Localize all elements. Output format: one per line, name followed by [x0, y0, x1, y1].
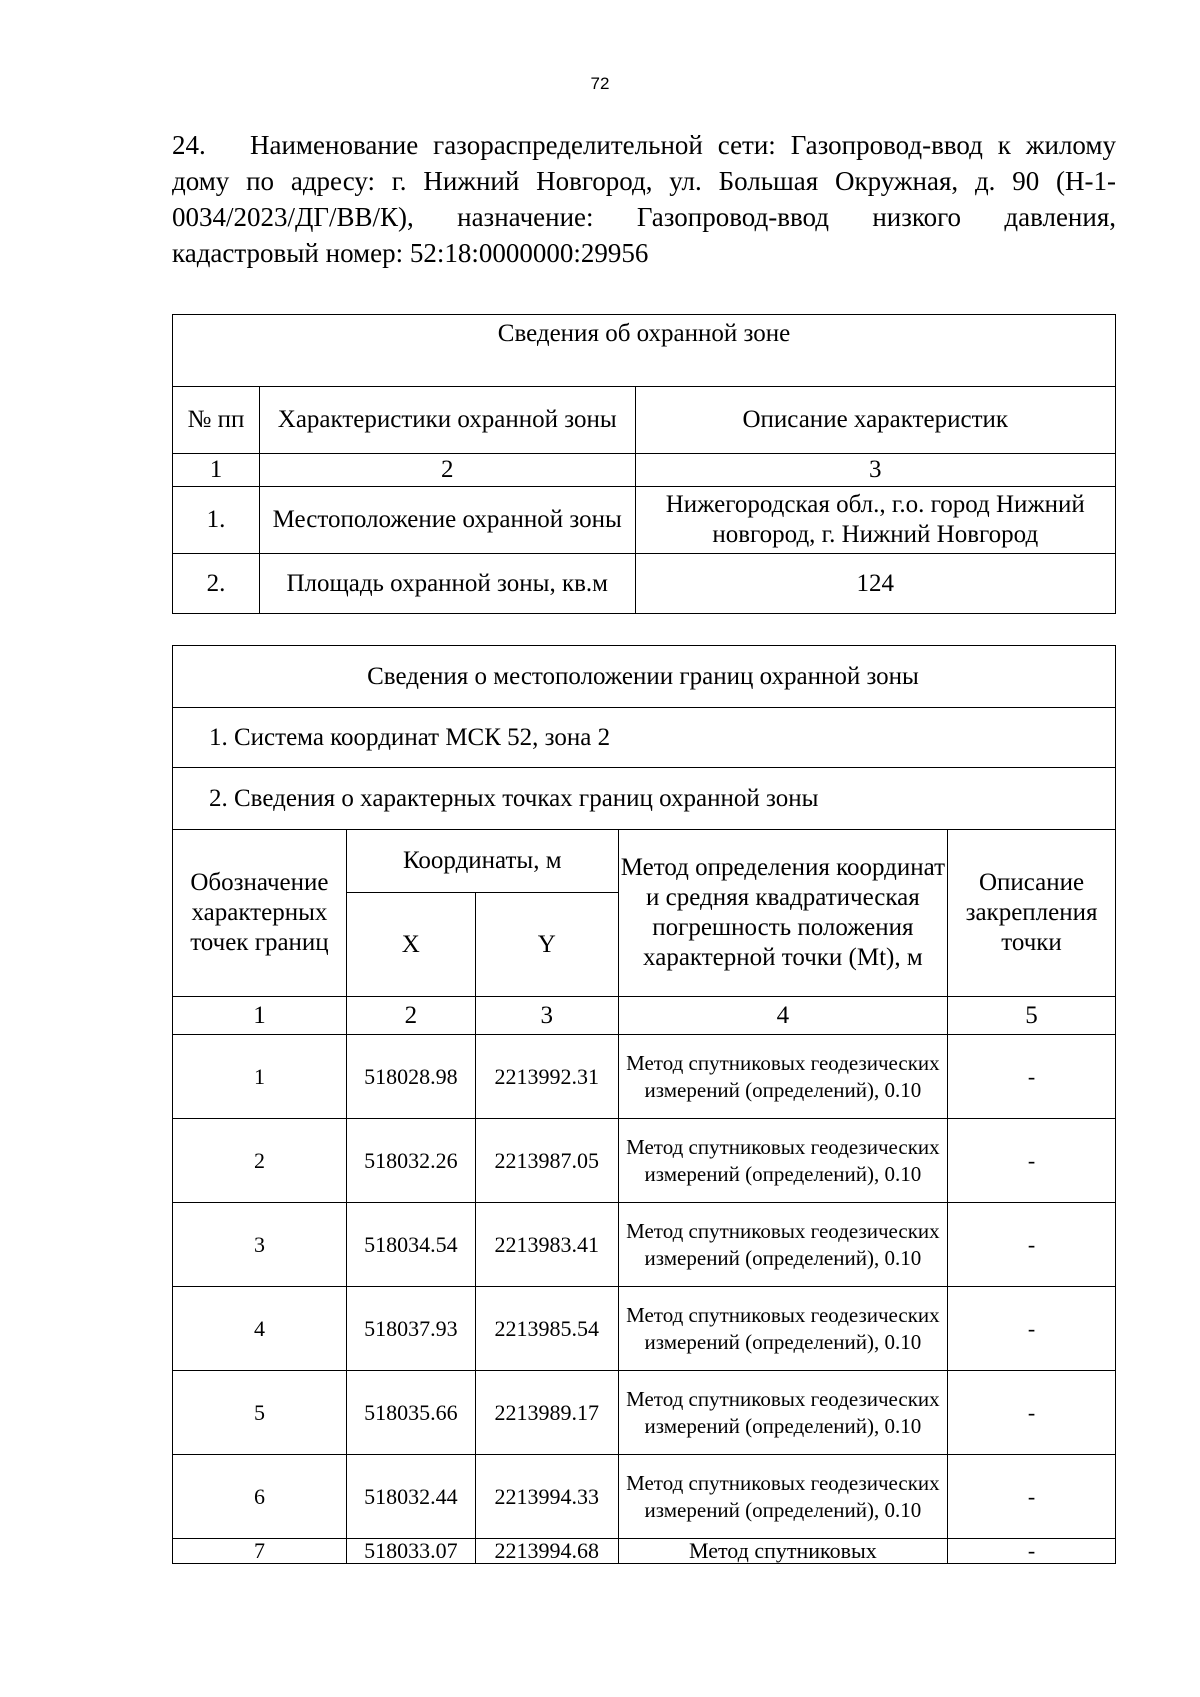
col-number: 1 [173, 997, 347, 1035]
intro-line: 0034/2023/ДГ/ВВ/К), назначение: Газопровод-ввод низкого давления, [172, 202, 1116, 232]
point-x: 518032.44 [346, 1455, 475, 1539]
col-number: 2 [259, 454, 635, 487]
point-method: Метод спутниковых [618, 1539, 947, 1564]
point-x: 518037.93 [346, 1287, 475, 1371]
point-x: 518035.66 [346, 1371, 475, 1455]
table-row [173, 1455, 1116, 1539]
protection-zone-table [172, 314, 1116, 614]
intro-line: дому по адресу: г. Нижний Новгород, ул. Большая Окружная, д. 90 (Н-1- [172, 166, 1116, 196]
point-id: 1 [173, 1035, 347, 1119]
table-row [173, 1119, 1116, 1203]
row-characteristic: Площадь охранной зоны, кв.м [259, 554, 635, 614]
point-y: 2213992.31 [475, 1035, 618, 1119]
point-x: 518028.98 [346, 1035, 475, 1119]
point-method: Метод спутниковых геодезических измерений (определений), 0.10 [618, 1203, 947, 1287]
point-y: 2213985.54 [475, 1287, 618, 1371]
header-designation: Обозначение характерных точек границ [173, 830, 347, 997]
point-y: 2213994.33 [475, 1455, 618, 1539]
row-number: 1. [173, 487, 260, 554]
point-id: 3 [173, 1203, 347, 1287]
header-x: X [346, 893, 475, 997]
point-id: 6 [173, 1455, 347, 1539]
header-fixing: Описание закрепления точки [948, 830, 1116, 997]
intro-paragraph [172, 127, 1116, 271]
row-characteristic: Местоположение охранной зоны [259, 487, 635, 554]
header-coordinates: Координаты, м [346, 830, 618, 893]
boundary-points-table [172, 645, 1116, 1564]
point-method: Метод спутниковых геодезических измерений (определений), 0.10 [618, 1035, 947, 1119]
table-row [173, 1371, 1116, 1455]
point-method: Метод спутниковых геодезических измерений (определений), 0.10 [618, 1119, 947, 1203]
col-number: 3 [635, 454, 1115, 487]
col-number: 3 [475, 997, 618, 1035]
point-method: Метод спутниковых геодезических измерений (определений), 0.10 [618, 1455, 947, 1539]
points-table-title: Сведения о местоположении границ охранной зоны [173, 646, 1116, 708]
row-number: 2. [173, 554, 260, 614]
table-row [173, 1539, 1116, 1564]
point-y: 2213983.41 [475, 1203, 618, 1287]
point-x: 518033.07 [346, 1539, 475, 1564]
header-description: Описание характеристик [635, 387, 1115, 454]
point-fixing: - [948, 1371, 1116, 1455]
table-row [173, 1287, 1116, 1371]
col-number: 5 [948, 997, 1116, 1035]
header-number: № пп [173, 387, 260, 454]
point-y: 2213989.17 [475, 1371, 618, 1455]
point-fixing: - [948, 1287, 1116, 1371]
point-y: 2213987.05 [475, 1119, 618, 1203]
point-id: 4 [173, 1287, 347, 1371]
point-fixing: - [948, 1455, 1116, 1539]
header-y: Y [475, 893, 618, 997]
zone-table-title: Сведения об охранной зоне [173, 315, 1116, 387]
point-fixing: - [948, 1539, 1116, 1564]
page-number: 72 [590, 74, 610, 93]
point-id: 7 [173, 1539, 347, 1564]
table-row [173, 1035, 1116, 1119]
col-number: 4 [618, 997, 947, 1035]
header-method: Метод определения координат и средняя квадратическая погрешность положения характерной точки (Mt), м [618, 830, 947, 997]
col-number: 1 [173, 454, 260, 487]
point-id: 5 [173, 1371, 347, 1455]
intro-line: кадастровый номер: 52:18:0000000:29956 [172, 238, 649, 268]
intro-text: Наименование газораспределительной сети: Газопровод-ввод к жилому [250, 130, 1116, 160]
point-id: 2 [173, 1119, 347, 1203]
header-characteristic: Характеристики охранной зоны [259, 387, 635, 454]
point-method: Метод спутниковых геодезических измерений (определений), 0.10 [618, 1287, 947, 1371]
item-number: 24. [172, 130, 206, 160]
col-number: 2 [346, 997, 475, 1035]
point-fixing: - [948, 1119, 1116, 1203]
row-description: Нижегородская обл., г.о. город Нижний новгород, г. Нижний Новгород [635, 487, 1115, 554]
point-x: 518034.54 [346, 1203, 475, 1287]
table-row [173, 1203, 1116, 1287]
point-y: 2213994.68 [475, 1539, 618, 1564]
intro-line [172, 127, 1116, 163]
point-method: Метод спутниковых геодезических измерений (определений), 0.10 [618, 1371, 947, 1455]
coordinate-system: 1. Система координат МСК 52, зона 2 [173, 708, 1116, 768]
point-fixing: - [948, 1203, 1116, 1287]
row-description: 124 [635, 554, 1115, 614]
points-section-title: 2. Сведения о характерных точках границ охранной зоны [173, 768, 1116, 830]
point-fixing: - [948, 1035, 1116, 1119]
point-x: 518032.26 [346, 1119, 475, 1203]
